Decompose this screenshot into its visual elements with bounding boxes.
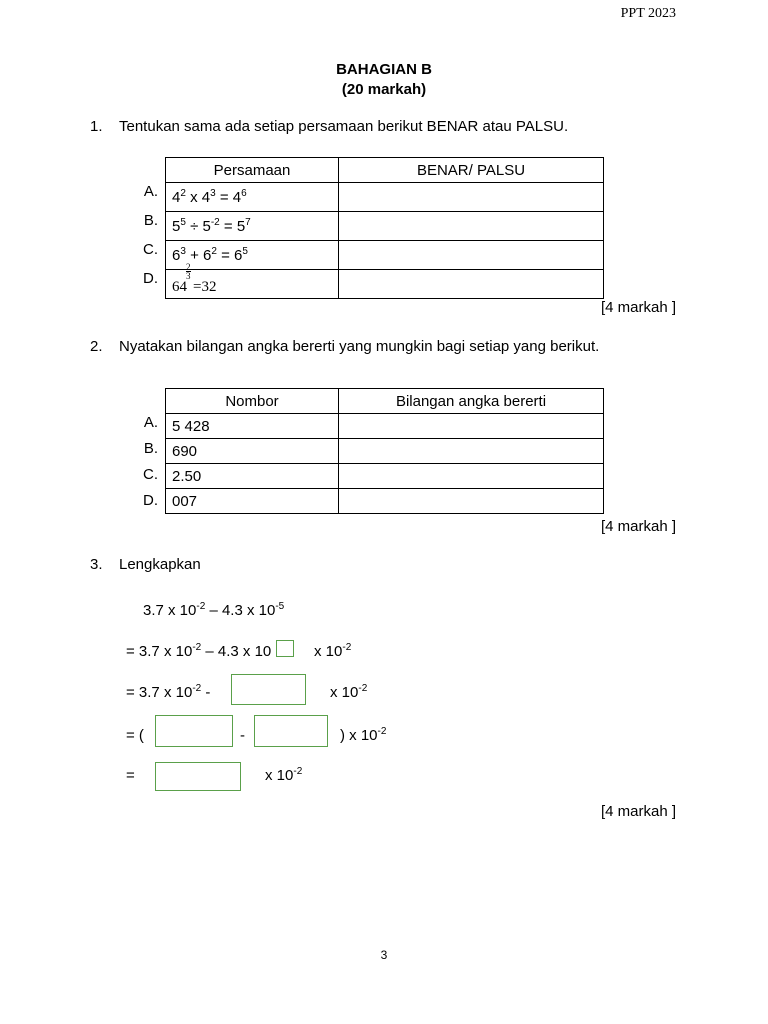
header-code: PPT 2023 — [620, 6, 676, 21]
q1-equation-b: $5^5 \div 5^{-2} = 5^7$ — [166, 212, 339, 241]
q2-row-label: C. — [143, 466, 158, 483]
q2-marks: [4 markah ] — [600, 518, 676, 535]
q2-number-cell: 5 428 — [166, 414, 339, 439]
q2-answer-cell[interactable] — [339, 414, 604, 439]
q1-row-label: C. — [143, 241, 158, 258]
q1-answer-cell[interactable] — [339, 183, 604, 212]
q3-step-2: = 3.7 x $10^{-2}$ - — [126, 683, 211, 701]
q3-step-4-factor: x $10^{-2}$ — [265, 766, 303, 784]
section-title — [0, 60, 768, 100]
q3-step-4: = — [126, 767, 135, 784]
q3-expression: 3.7 x $10^{-2} - 4.3$ x $10^{-5}$ — [143, 601, 285, 619]
q3-step-3-minus: - — [240, 727, 245, 744]
question-1-text: Tentukan sama ada setiap persamaan berikut BENAR atau PALSU. — [119, 118, 569, 135]
q1-row-label: D. — [143, 270, 158, 287]
q2-header-bilangan: Bilangan angka bererti — [339, 389, 604, 414]
q1-table — [165, 157, 604, 299]
q2-answer-cell[interactable] — [339, 439, 604, 464]
q3-answer-box-4[interactable] — [155, 762, 241, 791]
q1-marks: [4 markah ] — [600, 299, 676, 316]
q2-answer-cell[interactable] — [339, 489, 604, 514]
q1-header-persamaan: Persamaan — [166, 158, 339, 183]
q1-answer-cell[interactable] — [339, 212, 604, 241]
q1-header-benar-palsu: BENAR/ PALSU — [339, 158, 604, 183]
q3-answer-box-exponent[interactable] — [276, 640, 294, 657]
q3-step-1: = 3.7 x $10^{-2} - 4.3$ x 10 — [126, 642, 272, 660]
q3-answer-box-3b[interactable] — [254, 715, 328, 747]
q3-step-3-open: = ( — [126, 727, 144, 744]
section-heading: BAHAGIAN B — [336, 61, 432, 78]
q2-number-cell: 2.50 — [166, 464, 339, 489]
q2-number-cell: 690 — [166, 439, 339, 464]
q1-equation-c: $6^3 + 6^2 = 6^5$ — [166, 241, 339, 270]
q1-row-label: B. — [143, 212, 158, 229]
q2-row-label: B. — [143, 440, 158, 457]
q2-header-nombor: Nombor — [166, 389, 339, 414]
q2-number-cell: 007 — [166, 489, 339, 514]
q2-answer-cell[interactable] — [339, 464, 604, 489]
q2-table — [165, 388, 604, 514]
q3-step-2-factor: x $10^{-2}$ — [330, 683, 368, 701]
q1-equation-a: $4^2$ x $4^3 = 4^6$ — [166, 183, 339, 212]
q3-step-3-close: ) x $10^{-2}$ — [340, 726, 387, 744]
q3-step-1-factor: x $10^{-2}$ — [314, 642, 352, 660]
q2-row-label: A. — [143, 414, 158, 431]
question-3-number: 3. — [90, 556, 103, 573]
q1-answer-cell[interactable] — [339, 270, 604, 299]
q1-answer-cell[interactable] — [339, 241, 604, 270]
q1-equation-d: 64 2 3 =32 — [166, 270, 339, 299]
q3-answer-box-3a[interactable] — [155, 715, 233, 747]
q3-answer-box-2[interactable] — [231, 674, 306, 705]
question-1-number: 1. — [90, 118, 103, 135]
question-2-text: Nyatakan bilangan angka bererti yang mungkin bagi setiap yang berikut. — [119, 338, 600, 355]
q3-marks: [4 markah ] — [600, 803, 676, 820]
section-marks: (20 markah) — [341, 81, 427, 98]
question-2-number: 2. — [90, 338, 103, 355]
q1-row-label: A. — [143, 183, 158, 200]
page-number: 3 — [380, 948, 388, 962]
question-3-text: Lengkapkan — [119, 556, 201, 573]
q2-row-label: D. — [143, 492, 158, 509]
